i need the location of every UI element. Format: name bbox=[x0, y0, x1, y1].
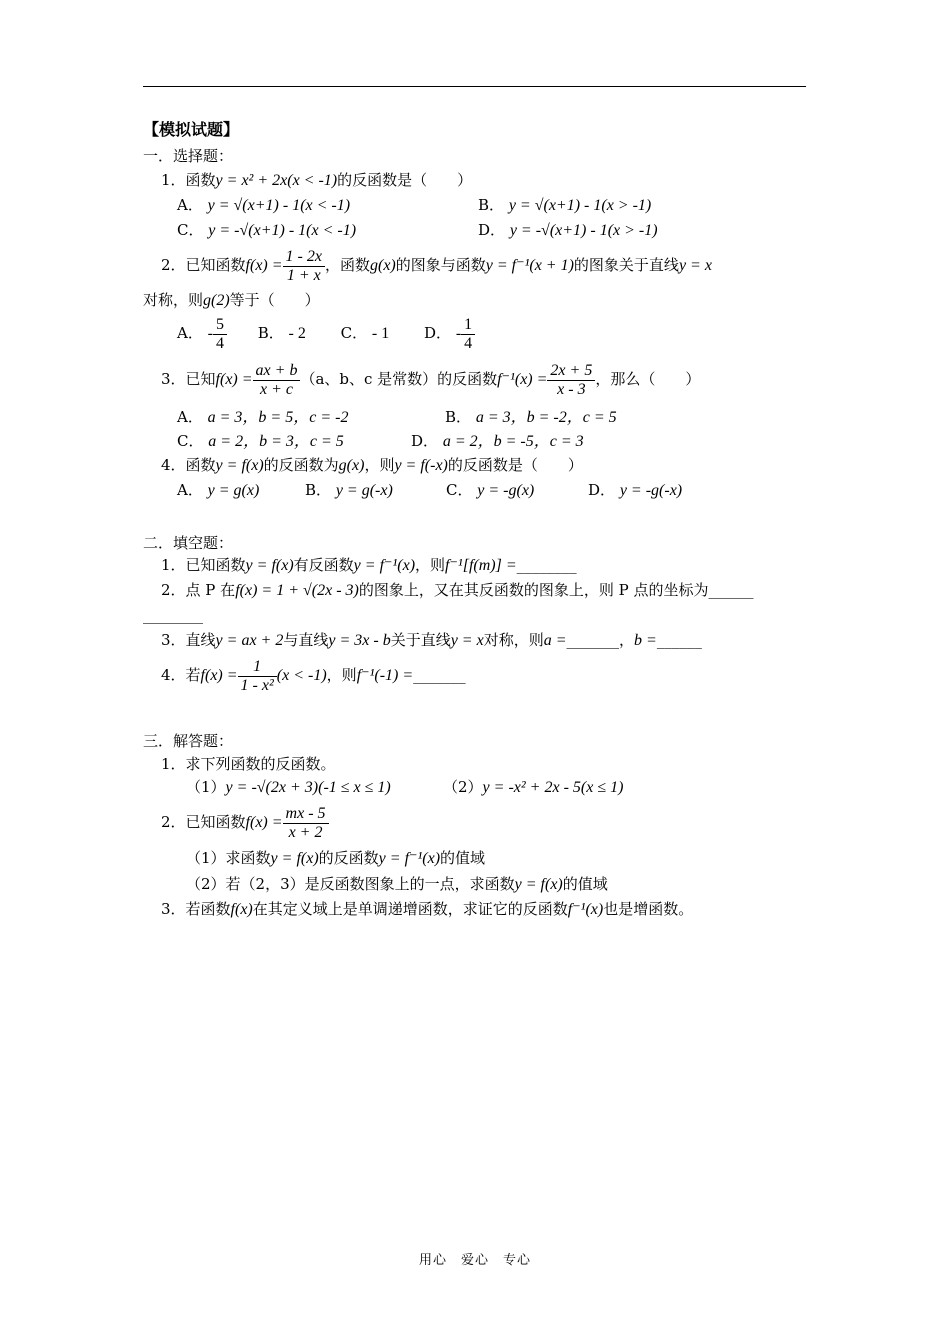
question-3-2-part-1 bbox=[186, 848, 485, 869]
q-text: 与直线 bbox=[283, 631, 329, 649]
question-2-3 bbox=[161, 630, 702, 651]
fraction bbox=[283, 248, 325, 285]
q-text: 的反函数为 bbox=[263, 456, 339, 474]
option-a bbox=[177, 195, 350, 216]
question-1-2 bbox=[161, 246, 712, 285]
q-math: y = -x² + 2x - 5(x ≤ 1) bbox=[482, 779, 624, 796]
answer-blank: _______ bbox=[566, 631, 620, 649]
option-label: D． bbox=[478, 221, 506, 239]
q-math: g(x) bbox=[370, 257, 396, 274]
q-text: （2）若（2，3）是反函数图象上的一点，求函数 bbox=[186, 875, 515, 893]
answer-blank: _______ bbox=[413, 666, 466, 684]
q-text: 4．函数 bbox=[161, 456, 216, 474]
q-text: 2．已知函数 bbox=[161, 813, 246, 831]
page-title: 【模拟试题】 bbox=[143, 120, 240, 139]
q-math: b = bbox=[634, 632, 657, 649]
option-math: - 2 bbox=[288, 325, 306, 342]
fraction-numerator: 1 bbox=[464, 315, 473, 333]
option-c bbox=[177, 431, 344, 452]
q-text: （1）求函数 bbox=[186, 849, 271, 867]
q-math: y = x² + 2x(x < -1) bbox=[215, 172, 338, 189]
option-d bbox=[588, 480, 682, 501]
q-math: f(x) = bbox=[245, 257, 283, 274]
q-math: f(x) = 1 + √(2x - 3) bbox=[235, 582, 359, 599]
option-math: y = g(-x) bbox=[335, 482, 393, 499]
q-math: y = 3x - b bbox=[328, 632, 391, 649]
option-math: y = √(x+1) - 1(x > -1) bbox=[508, 197, 652, 214]
q-text: ， bbox=[619, 631, 635, 649]
fraction bbox=[253, 362, 301, 399]
fraction-denominator: 4 bbox=[213, 334, 227, 353]
question-2-1 bbox=[161, 555, 577, 576]
fraction bbox=[213, 316, 227, 353]
option-math: y = -g(-x) bbox=[619, 482, 683, 499]
part-label: （2） bbox=[443, 778, 483, 796]
q-text: 在其定义域上是单调递增函数，求证它的反函数 bbox=[252, 900, 568, 918]
q-text: 的值域 bbox=[440, 849, 486, 867]
q-text: 1．已知函数 bbox=[161, 556, 246, 574]
q-math: f(x) bbox=[230, 901, 253, 918]
q-text: （a、b、c 是常数）的反函数 bbox=[300, 370, 498, 388]
option-math: a = 2，b = 3，c = 5 bbox=[208, 433, 344, 450]
question-3-1-part-2 bbox=[443, 777, 623, 798]
q-math: y = x bbox=[450, 632, 484, 649]
option-math: y = -g(x) bbox=[477, 482, 535, 499]
option-label: B． bbox=[305, 481, 332, 499]
fraction bbox=[547, 362, 595, 399]
question-1-1 bbox=[161, 170, 472, 191]
question-2-4 bbox=[161, 655, 466, 696]
q-text: 的反函数是（ ） bbox=[337, 171, 473, 189]
option-label: D． bbox=[424, 324, 452, 342]
q-math: y = f(-x) bbox=[394, 457, 448, 474]
q-text: 也是增函数。 bbox=[603, 900, 694, 918]
option-d bbox=[478, 220, 658, 241]
q-text: 的反函数 bbox=[318, 849, 379, 867]
section-heading-fill: 二．填空题： bbox=[143, 534, 234, 552]
question-2-2 bbox=[161, 580, 754, 601]
fraction-denominator: 4 bbox=[461, 334, 475, 353]
option-label: D． bbox=[588, 481, 616, 499]
question-1-4 bbox=[161, 455, 583, 476]
q-text: 3．直线 bbox=[161, 631, 216, 649]
q-text: 等于（ ） bbox=[229, 291, 320, 309]
section-heading-choice: 一．选择题： bbox=[143, 147, 234, 165]
option-label: A． bbox=[177, 324, 203, 342]
q-text: ，则 bbox=[364, 456, 395, 474]
q-math: f⁻¹[f(m)] = bbox=[445, 557, 517, 574]
q-text: 的图象上，又在其反函数的图象上，则 P 点的坐标为 bbox=[358, 581, 709, 599]
fraction-denominator: 1 + x bbox=[283, 266, 325, 285]
option-c bbox=[446, 480, 534, 501]
q-math: y = f(x) bbox=[245, 557, 294, 574]
option-label: D． bbox=[411, 432, 439, 450]
q-math: f(x) = bbox=[200, 667, 238, 684]
q-math: y = ax + 2 bbox=[215, 632, 284, 649]
section-heading-solve: 三．解答题： bbox=[143, 732, 234, 750]
q-math: y = f(x) bbox=[270, 850, 319, 867]
fraction bbox=[283, 805, 329, 842]
option-label: B． bbox=[257, 324, 284, 342]
option-b bbox=[305, 480, 393, 501]
q-math: y = f(x) bbox=[215, 457, 264, 474]
q-math: f(x) = bbox=[215, 371, 253, 388]
option-math: a = 2，b = -5，c = 3 bbox=[442, 433, 584, 450]
option-c bbox=[177, 220, 356, 241]
q-text: 2．点 P 在 bbox=[161, 581, 236, 599]
fraction-numerator: mx - 5 bbox=[285, 804, 326, 822]
option-label: B． bbox=[478, 196, 505, 214]
fraction bbox=[238, 658, 277, 695]
question-1-2-options bbox=[177, 313, 475, 354]
option-sign: - bbox=[455, 325, 462, 342]
fraction-denominator: x - 3 bbox=[547, 380, 595, 399]
question-1-3 bbox=[161, 360, 700, 399]
q-math: f⁻¹(x) = bbox=[497, 371, 548, 388]
question-3-1-part-1 bbox=[186, 777, 391, 798]
option-math: y = -√(x+1) - 1(x > -1) bbox=[509, 222, 658, 239]
q-math: f⁻¹(x) bbox=[567, 901, 604, 918]
option-b bbox=[445, 407, 617, 428]
option-math: y = -√(x+1) - 1(x < -1) bbox=[208, 222, 357, 239]
q-text: 的图象与函数 bbox=[395, 256, 486, 274]
option-label: C． bbox=[177, 221, 204, 239]
q-text: ，函数 bbox=[324, 256, 370, 274]
fraction-denominator: x + 2 bbox=[283, 823, 329, 842]
option-label: C． bbox=[177, 432, 204, 450]
q-text: 对称，则 bbox=[143, 291, 204, 309]
question-3-3 bbox=[161, 899, 693, 920]
option-b bbox=[478, 195, 651, 216]
option-label: A． bbox=[177, 408, 203, 426]
answer-blank: ______ bbox=[656, 631, 702, 649]
option-math: a = 3，b = -2，c = 5 bbox=[475, 409, 617, 426]
option-a bbox=[177, 480, 259, 501]
fraction-numerator: 5 bbox=[215, 315, 224, 333]
q-text: ，那么（ ） bbox=[595, 370, 701, 388]
answer-blank: ________ bbox=[516, 556, 577, 574]
option-math: y = g(x) bbox=[207, 482, 260, 499]
q-text: 的图象关于直线 bbox=[573, 256, 679, 274]
answer-blank: ______ bbox=[708, 581, 754, 599]
header-rule bbox=[143, 86, 806, 87]
option-a bbox=[177, 407, 348, 428]
option-math: y = √(x+1) - 1(x < -1) bbox=[207, 197, 351, 214]
q-math: y = f⁻¹(x + 1) bbox=[485, 257, 574, 274]
q-text: ，则 bbox=[326, 666, 357, 684]
q-text: 的值域 bbox=[562, 875, 608, 893]
q-math: y = x bbox=[678, 257, 712, 274]
question-3-2 bbox=[161, 802, 329, 843]
q-math: g(x) bbox=[338, 457, 365, 474]
q-text: 2．已知函数 bbox=[161, 256, 246, 274]
option-label: A． bbox=[177, 196, 203, 214]
q-math: f⁻¹(-1) = bbox=[356, 667, 414, 684]
q-math: f(x) = bbox=[245, 814, 283, 831]
q-text: 对称，则 bbox=[483, 631, 544, 649]
option-sign: - bbox=[207, 325, 213, 342]
q-math: g(2) bbox=[203, 292, 230, 309]
part-label: （1） bbox=[186, 778, 226, 796]
question-1-2-cont bbox=[143, 290, 320, 311]
q-text: 3．若函数 bbox=[161, 900, 231, 918]
q-text: 的反函数是（ ） bbox=[447, 456, 583, 474]
q-text: 有反函数 bbox=[293, 556, 354, 574]
fraction-numerator: ax + b bbox=[255, 361, 298, 379]
q-text: 关于直线 bbox=[390, 631, 451, 649]
fraction-numerator: 2x + 5 bbox=[550, 361, 593, 379]
answer-blank-cont: ________ bbox=[143, 606, 203, 624]
q-text: 1．函数 bbox=[161, 171, 216, 189]
option-label: B． bbox=[445, 408, 472, 426]
q-math: y = -√(2x + 3)(-1 ≤ x ≤ 1) bbox=[225, 779, 391, 796]
option-label: C． bbox=[446, 481, 473, 499]
option-label: C． bbox=[340, 324, 368, 342]
option-math: a = 3，b = 5，c = -2 bbox=[207, 409, 349, 426]
option-math: - 1 bbox=[371, 325, 390, 342]
q-math: a = bbox=[543, 632, 567, 649]
q-text: 3．已知 bbox=[161, 370, 216, 388]
option-label: A． bbox=[177, 481, 203, 499]
fraction-denominator: 1 - x² bbox=[238, 676, 277, 695]
q-text: ，则 bbox=[415, 556, 446, 574]
q-text: 4．若 bbox=[161, 666, 201, 684]
question-3-2-part-2 bbox=[186, 874, 608, 895]
option-d bbox=[411, 431, 584, 452]
fraction bbox=[461, 316, 475, 353]
fraction-numerator: 1 bbox=[253, 657, 262, 675]
fraction-denominator: x + c bbox=[253, 380, 301, 399]
q-math: (x < -1) bbox=[276, 667, 327, 684]
fraction-numerator: 1 - 2x bbox=[285, 247, 322, 265]
question-3-1: 1．求下列函数的反函数。 bbox=[161, 755, 336, 773]
page-footer: 用心 爱心 专心 bbox=[418, 1253, 531, 1268]
q-math: y = f⁻¹(x) bbox=[378, 850, 441, 867]
q-math: y = f⁻¹(x) bbox=[353, 557, 416, 574]
q-math: y = f(x) bbox=[514, 876, 563, 893]
